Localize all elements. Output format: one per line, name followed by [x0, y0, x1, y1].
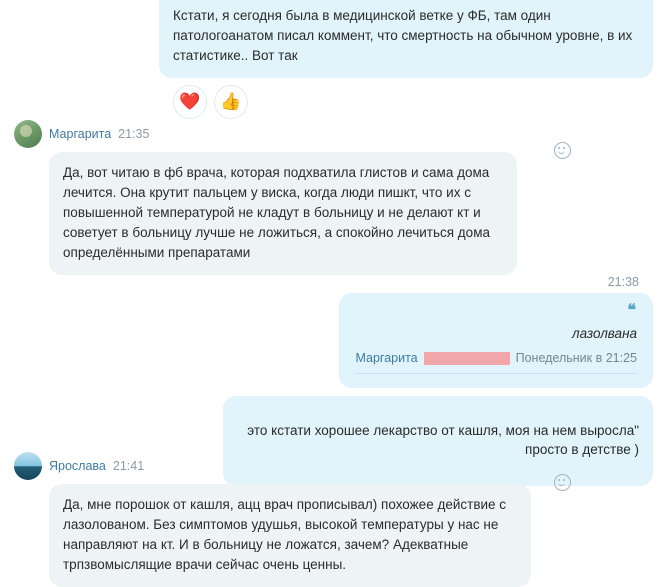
sender-name[interactable]: Маргарита [49, 127, 112, 141]
quote-date: Понедельник в 21:25 [515, 351, 637, 365]
message-text: Кстати, я сегодня была в медицинской ветке у ФБ, там один патологоанатом писал коммент, что смертность на обычном уровне, в их статистике.. Вот так [173, 8, 633, 63]
sender-header [14, 452, 667, 480]
message-time: 21:41 [112, 459, 145, 473]
message-incoming-4 [0, 452, 667, 587]
message-text: это кстати хорошее лекарство от кашля, моя на нем выросла" просто в детстве ) [247, 422, 639, 458]
avatar[interactable] [14, 452, 42, 480]
message-text: Да, вот читаю в фб врача, которая подхватила глистов и сама дома лечится. Она крутит пальцем у виска, когда люди пишкт, что их с повышенной температурой не кладут в больницу и не делают кт и советует в больницу лучше не ложиться, а спокойно лечиться дома определёнными препаратами [63, 165, 490, 260]
sender-header [14, 120, 667, 148]
message-incoming-2 [0, 120, 667, 275]
thumbsup-reaction-icon[interactable]: 👍 [214, 85, 248, 119]
heart-reaction-icon[interactable]: ❤️ [173, 85, 207, 119]
smile-icon[interactable] [554, 142, 571, 159]
message-time: 21:38 [607, 275, 639, 289]
quote-title: лазолвана [572, 326, 637, 341]
smile-icon[interactable] [554, 474, 571, 491]
message-bubble[interactable] [49, 484, 531, 587]
message-time: 21:35 [118, 127, 150, 141]
message-text: Да, мне порошок от кашля, ацц врач прописывал) похожее действие с лазолованом. Без симптомов удушья, высокой температуры у нас не направляют на кт. И в больницу не ложатся, зачем? Адекватные трпзвомыслящие врачи сейчас очень ценны. [63, 497, 507, 572]
message-bubble[interactable] [49, 152, 517, 275]
message-bubble[interactable] [159, 0, 653, 78]
quoted-message[interactable] [339, 293, 653, 388]
avatar[interactable] [14, 120, 42, 148]
quote-author[interactable]: Маргарита [355, 351, 418, 365]
quote-meta [355, 351, 637, 374]
message-outgoing-1 [0, 0, 667, 119]
reaction-bar[interactable] [173, 85, 653, 119]
quote-mark-icon: ❝ [627, 302, 637, 319]
redaction-bar [424, 352, 510, 365]
sender-name[interactable]: Ярослава [49, 459, 106, 473]
